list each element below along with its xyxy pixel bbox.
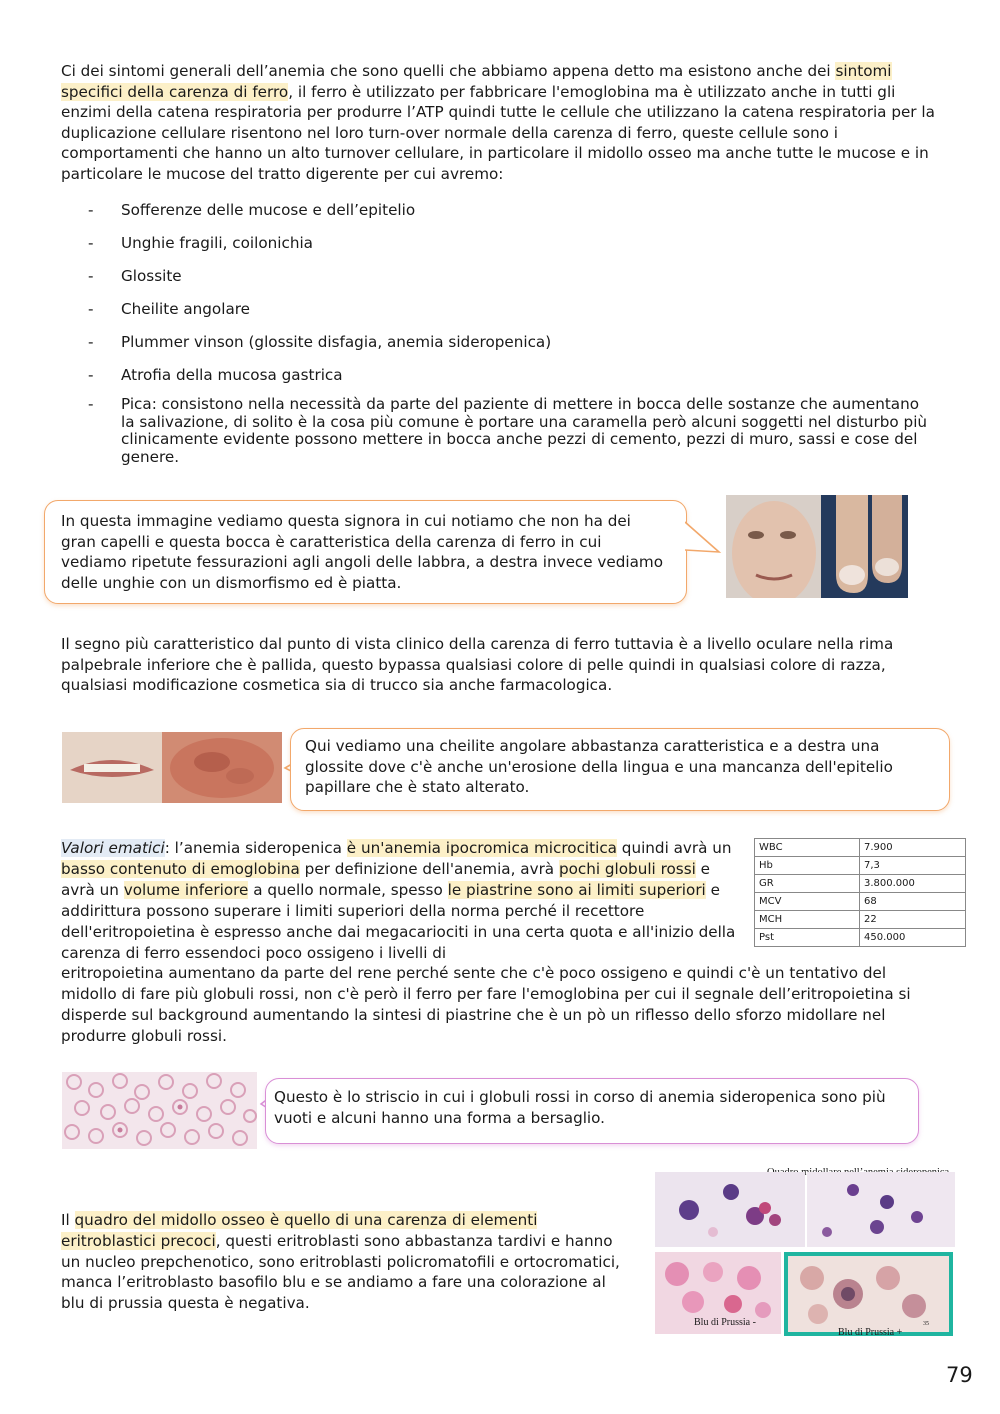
blood-values-label: Valori ematici	[61, 839, 165, 857]
blood-values-paragraph-tail: eritropoietina aumentano da parte del rene perché sente che c'è poco ossigeno e quindi c'è un tentativo del midollo di fare più globuli rossi, non c'è però il ferro per fare l'emoglobina per cui il segnale dell’eritropoietina si disperde sul background aumentando la sintesi di piastrine che è un pò un riflesso dello sforzo midollare nel produrre globuli rossi.	[61, 964, 911, 1045]
callout-cheilitis: Qui vediamo una cheilite angolare abbastanza caratteristica e a destra una glossite dove c'è anche un'erosione della lingua e una mancanza dell'epitelio papillare che è stato alterato.	[290, 728, 950, 811]
list-item: - Plummer vinson (glossite disfagia, anemia sideropenica)	[88, 332, 948, 353]
list-item: - Atrofia della mucosa gastrica	[88, 365, 948, 386]
list-item: - Cheilite angolare	[88, 299, 948, 320]
red-cells-illustration	[62, 1072, 257, 1149]
blood-smear-photo	[62, 1072, 257, 1149]
callout-pointer-icon	[685, 520, 725, 560]
callout-blood-smear: Questo è lo striscio in cui i globuli rossi in corso di anemia sideropenica sono più vuoti e alcuni hanno una forma a bersaglio.	[265, 1078, 919, 1144]
mouth-tongue-illustration	[62, 732, 282, 803]
table-row: WBC 7.900	[755, 839, 966, 857]
highlight-specific-symptoms: sintomi specifici della carenza di ferro	[61, 62, 892, 101]
list-item: - Sofferenze delle mucose e dell’epitelio	[88, 200, 948, 221]
table-row: MCV 68	[755, 893, 966, 911]
symptom-list	[88, 200, 948, 466]
ocular-sign-paragraph: Il segno più caratteristico dal punto di vista clinico della carenza di ferro tuttavia è a livello oculare nella rima palpebrale inferiore che è pallida, questo bypassa qualsiasi colore di pelle quindi in qualsiasi colore di razza, qualsiasi modificazione cosmetica sia di trucco sia anche farmacologica.	[61, 635, 894, 695]
woman-and-nails-photo	[726, 495, 908, 598]
negative-stain-label: Blu di Prussia -	[694, 1317, 756, 1328]
blood-values-paragraph: Valori ematici: l’anemia sideropenica è un'anemia ipocromica microcitica quindi avrà un basso contenuto di emoglobina per definizione dell'anemia, avrà pochi globuli rossi e avrà un volume inferiore a quello normale, spesso le piastrine sono ai limiti superiori e addirittura possono superare i limiti superiori della norma perché il recettore dell'eritropoietina è espresso anche dai megacariociti in una certa quota e all'inizio della carenza di ferro essendoci poco ossigeno i livelli di	[61, 839, 736, 962]
table-row: MCH 22	[755, 911, 966, 929]
marrow-top-left-illustration	[655, 1172, 805, 1247]
callout-woman-nails: In questa immagine vediamo questa signora in cui notiamo che non ha dei gran capelli e questa bocca è caratteristica della carenza di ferro in cui vediamo ripetute fessurazioni agli angoli delle labbra, a destra invece vediamo delle unghie con un dismorfismo ed è piatta.	[44, 500, 687, 604]
intro-paragraph: Ci dei sintomi generali dell’anemia che sono quelli che abbiamo appena detto ma esistono anche dei sintomi specifici della carenza di ferro, il ferro è utilizzato per fabbricare l'emoglobina ma è utilizzato anche in tutti gli enzimi della catena respiratoria per produrre l’ATP quindi tutte le cellule che utilizzano la catena respiratoria per la duplicazione cellulare risentono nel loro turn-over normale della carenza di ferro, queste cellule sono i comportamenti che hanno un alto turnover cellulare, in particolare il midollo osseo ma anche tutte le mucose e in particolare le mucose del tratto digerente per cui avremo:	[61, 62, 935, 183]
positive-stain-label: Blu di Prussia +	[838, 1327, 903, 1338]
table-row: GR 3.800.000	[755, 875, 966, 893]
figure-small-number: 35	[923, 1321, 929, 1327]
bone-marrow-figure	[655, 1166, 955, 1338]
table-row: Pst 450.000	[755, 929, 966, 947]
list-item: - Glossite	[88, 266, 948, 287]
page-number: 79	[946, 1363, 973, 1387]
highlight-bone-marrow: quadro del midollo osseo è quello di una carenza di elementi eritroblastici precoci	[61, 1211, 538, 1250]
bone-marrow-paragraph: Il quadro del midollo osseo è quello di una carenza di elementi eritroblastici precoci, questi eritroblasti sono abbastanza tardivi e hanno un nucleo prepchenotico, sono eritroblasti policromatofili e ortocromatici, manca l’eritroblasto basofilo blu e se andiamo a fare una colorazione al blu di prussia questa è negativa.	[61, 1211, 620, 1313]
lab-values-table	[754, 838, 966, 947]
face-nails-illustration	[726, 495, 908, 598]
list-item: - Pica: consistono nella necessità da parte del paziente di mettere in bocca delle sostanze che aumentano la salivazione, di solito è la cosa più comune è portare una caramella però alcuni soggetti nel disturbo più clinicamente evidente possono mettere in bocca anche pezzi di cemento, pezzi di muro, sassi e cose del genere.	[88, 396, 948, 466]
list-item: - Unghie fragili, coilonichia	[88, 233, 948, 254]
table-row: Hb 7,3	[755, 857, 966, 875]
marrow-top-right-illustration	[807, 1172, 955, 1247]
cheilitis-glossitis-photo	[62, 732, 282, 803]
